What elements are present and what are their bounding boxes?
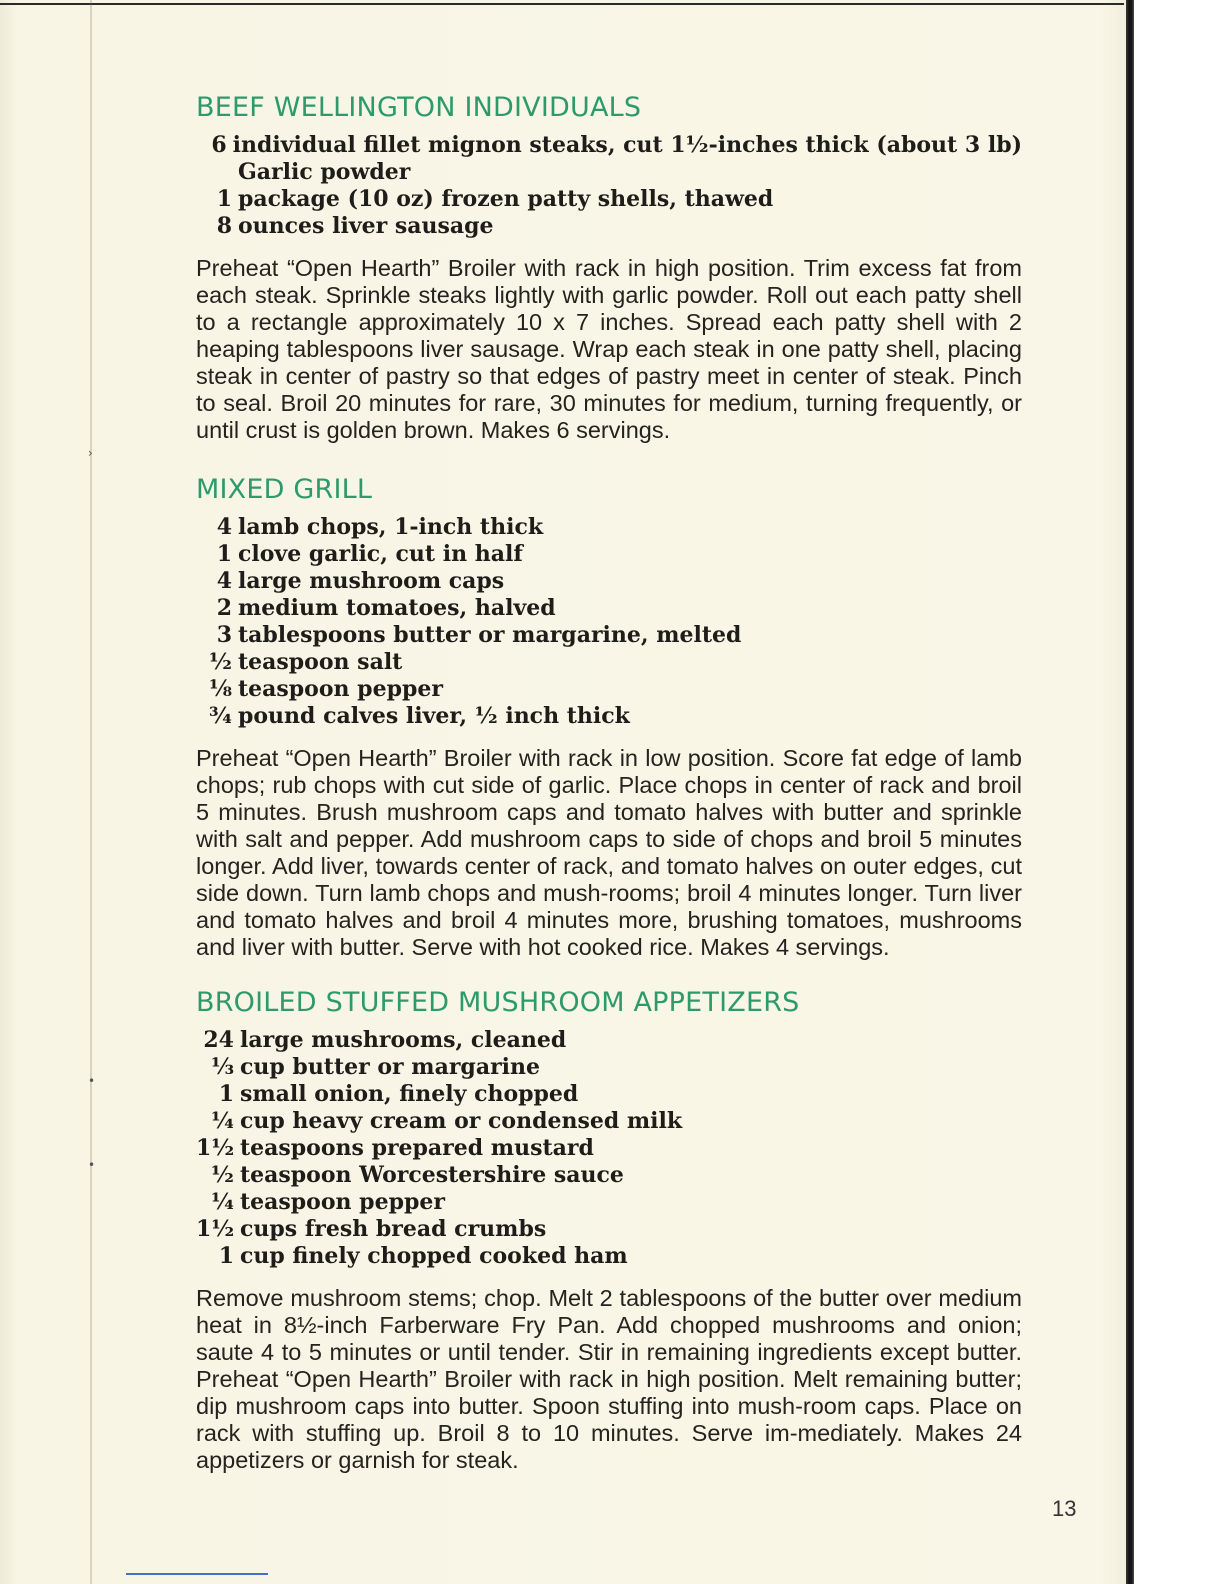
ingredient-text: tablespoons butter or margarine, melted bbox=[238, 622, 742, 648]
ingredient-item bbox=[196, 213, 1022, 240]
ingredient-item bbox=[196, 595, 1022, 622]
ingredient-text: teaspoon Worcestershire sauce bbox=[240, 1162, 624, 1188]
ingredient-text: teaspoon salt bbox=[238, 649, 403, 675]
recipe-beef-wellington bbox=[196, 88, 1022, 444]
ingredient-item bbox=[196, 514, 1022, 541]
recipe-title: MIXED GRILL bbox=[196, 474, 373, 505]
ingredient-text: large mushroom caps bbox=[238, 568, 505, 594]
ingredient-text: medium tomatoes, halved bbox=[238, 595, 556, 621]
ingredient-text: individual fillet mignon steaks, cut 1½-inches thick (about 3 lb) bbox=[232, 132, 1022, 158]
ingredient-list bbox=[196, 132, 1022, 240]
ingredient-list bbox=[196, 514, 1022, 730]
ingredient-text: teaspoon pepper bbox=[240, 1189, 445, 1215]
recipe-title: BEEF WELLINGTON INDIVIDUALS bbox=[196, 92, 642, 123]
margin-mark: • bbox=[88, 1158, 96, 1172]
ingredient-item bbox=[196, 1243, 1022, 1270]
ingredient-qty: 4 bbox=[216, 514, 232, 540]
ingredient-item bbox=[196, 1081, 1022, 1108]
page-number: 13 bbox=[1052, 1496, 1077, 1521]
scan-margin bbox=[1134, 0, 1224, 1584]
ingredient-item bbox=[196, 703, 1022, 730]
ingredient-qty bbox=[196, 159, 238, 186]
ingredient-text: cup butter or margarine bbox=[240, 1054, 541, 1080]
recipe-mixed-grill bbox=[196, 470, 1022, 961]
ingredient-text: pound calves liver, ½ inch thick bbox=[238, 703, 630, 729]
ingredient-qty: 2 bbox=[216, 595, 232, 621]
ingredient-item bbox=[196, 676, 1022, 703]
ingredient-qty: 1 bbox=[216, 541, 232, 567]
ingredient-item bbox=[196, 1135, 1022, 1162]
ingredient-item bbox=[196, 1027, 1022, 1054]
page-edge-shadow bbox=[1126, 0, 1134, 1584]
recipe-method: Remove mushroom stems; chop. Melt 2 tablespoons of the butter over medium heat in 8½-inch Farberware Fry Pan. Add chopped mushrooms and onion; saute 4 to 5 minutes or until tender. Stir in remaining ingredients except butter. Preheat “Open Hearth” Broiler with rack in high position. Melt remaining butter; dip mushroom caps into butter. Spoon stuffing into mush-room caps. Place on rack with stuffing up. Broil 8 to 10 minutes. Serve im-mediately. Makes 24 appetizers or garnish for steak. bbox=[196, 1285, 1022, 1473]
ingredient-text: package (10 oz) frozen patty shells, thawed bbox=[238, 186, 774, 212]
ingredient-text: clove garlic, cut in half bbox=[238, 541, 523, 567]
ingredient-qty: 8 bbox=[216, 213, 232, 239]
ingredient-item bbox=[196, 1054, 1022, 1081]
scan-edge-mark bbox=[126, 1573, 268, 1575]
ingredient-item bbox=[196, 541, 1022, 568]
ingredient-qty: 1 bbox=[216, 186, 232, 212]
spine-shadow bbox=[88, 0, 96, 1584]
ingredient-item bbox=[196, 649, 1022, 676]
recipe-stuffed-mushrooms bbox=[196, 983, 1022, 1474]
ingredient-item bbox=[196, 1162, 1022, 1189]
ingredient-qty: ¾ bbox=[209, 703, 232, 729]
ingredient-item bbox=[196, 568, 1022, 595]
ingredient-qty: ¼ bbox=[211, 1189, 234, 1215]
ingredient-qty: ⅓ bbox=[211, 1054, 234, 1080]
ingredient-text: lamb chops, 1-inch thick bbox=[238, 514, 544, 540]
ingredient-text: Garlic powder bbox=[238, 159, 411, 185]
recipe-title: BROILED STUFFED MUSHROOM APPETIZERS bbox=[196, 987, 800, 1018]
ingredient-text: teaspoon pepper bbox=[238, 676, 443, 702]
ingredient-text: cup heavy cream or condensed milk bbox=[240, 1108, 683, 1134]
ingredient-text: teaspoons prepared mustard bbox=[240, 1135, 594, 1161]
ingredient-qty: ¼ bbox=[211, 1108, 234, 1134]
top-rule bbox=[0, 3, 1124, 5]
ingredient-qty: 24 bbox=[203, 1027, 234, 1053]
ingredient-qty: ⅛ bbox=[209, 676, 232, 702]
margin-mark: • bbox=[88, 1074, 96, 1088]
ingredient-qty: 1 bbox=[218, 1081, 234, 1107]
ingredient-qty: 4 bbox=[216, 568, 232, 594]
ingredient-qty: 1½ bbox=[196, 1135, 235, 1161]
recipe-content bbox=[196, 88, 1022, 1474]
recipe-method: Preheat “Open Hearth” Broiler with rack in low position. Score fat edge of lamb chops; rub chops with cut side of garlic. Place chops in center of rack and broil 5 minutes. Brush mushroom caps and tomato halves with butter and sprinkle with salt and pepper. Add mushroom caps to side of chops and broil 5 minutes longer. Add liver, towards center of rack, and tomato halves on outer edges, cut side down. Turn lamb chops and mush-rooms; broil 4 minutes longer. Turn liver and tomato halves and broil 4 minutes more, brushing tomatoes, mushrooms and liver with butter. Serve with hot cooked rice. Makes 4 servings. bbox=[196, 745, 1022, 960]
ingredient-item bbox=[196, 159, 1022, 186]
ingredient-item bbox=[196, 1216, 1022, 1243]
ingredient-text: cups fresh bread crumbs bbox=[240, 1216, 547, 1242]
ingredient-text: cup finely chopped cooked ham bbox=[240, 1243, 628, 1269]
ingredient-qty: 1 bbox=[218, 1243, 234, 1269]
ingredient-text: large mushrooms, cleaned bbox=[240, 1027, 567, 1053]
margin-mark: › bbox=[88, 446, 93, 460]
ingredient-list bbox=[196, 1027, 1022, 1270]
ingredient-qty: 6 bbox=[211, 132, 227, 158]
ingredient-text: small onion, finely chopped bbox=[240, 1081, 579, 1107]
ingredient-item bbox=[196, 186, 1022, 213]
ingredient-qty: ½ bbox=[211, 1162, 234, 1188]
ingredient-qty: 1½ bbox=[196, 1216, 235, 1242]
ingredient-text: ounces liver sausage bbox=[238, 213, 494, 239]
ingredient-item bbox=[196, 1189, 1022, 1216]
ingredient-item bbox=[196, 622, 1022, 649]
ingredient-qty: 3 bbox=[216, 622, 232, 648]
recipe-method: Preheat “Open Hearth” Broiler with rack in high position. Trim excess fat from each steak. Sprinkle steaks lightly with garlic powder. Roll out each patty shell to a rectangle approximately 10 x 7 inches. Spread each patty shell with 2 heaping tablespoons liver sausage. Wrap each steak in one patty shell, placing steak in center of pastry so that edges of pastry meet in center of steak. Pinch to seal. Broil 20 minutes for rare, 30 minutes for medium, turning frequently, or until crust is golden brown. Makes 6 servings. bbox=[196, 255, 1022, 443]
ingredient-qty: ½ bbox=[209, 649, 232, 675]
ingredient-item bbox=[196, 132, 1022, 159]
ingredient-item bbox=[196, 1108, 1022, 1135]
